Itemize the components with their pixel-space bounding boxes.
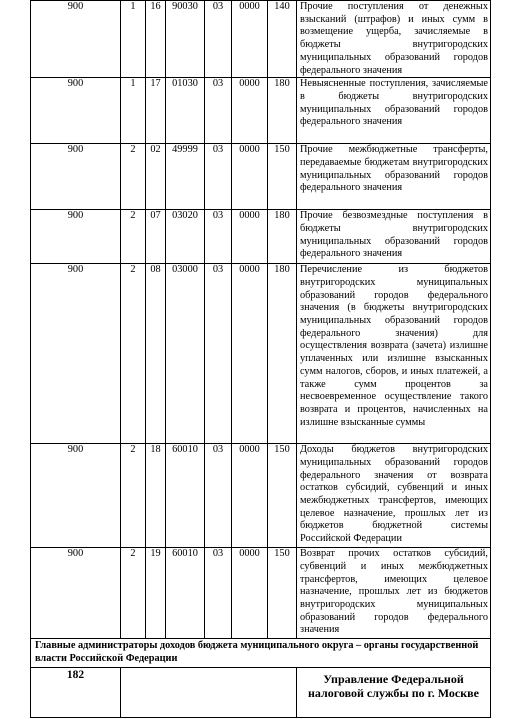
code-subgroup-cell: 16 [146,1,166,78]
code-subgroup-cell: 08 [146,264,166,444]
code-element-cell: 03 [205,144,232,210]
revenue-codes-table [30,0,491,718]
code-program-cell: 0000 [232,78,268,144]
code-article-cell: 60010 [166,444,205,548]
revenue-description-cell: Невыясненные поступления, зачисляемые в бюджеты внутригородских муниципальных образований городов федерального значения [297,78,491,144]
code-economic-cell: 140 [268,1,297,78]
revenue-description-cell: Доходы бюджетов внутригородских муниципальных образований городов федерального значения от возврата остатков субсидий, субвенций и иных межбюджетных трансфертов, имеющих целевое назначение, прошлых лет из бюджетов бюджетной системы Российской Федерации [297,444,491,548]
section-heading-row [31,639,491,667]
table-row [31,144,491,210]
code-subgroup-cell: 18 [146,444,166,548]
code-group-cell: 1 [121,78,146,144]
code-subgroup-cell: 07 [146,210,166,264]
code-program-cell: 0000 [232,548,268,639]
code-article-cell: 90030 [166,1,205,78]
code-program-cell: 0000 [232,210,268,264]
table-row [31,78,491,144]
revenue-description-cell: Прочие межбюджетные трансферты, передаваемые бюджетам внутригородских муниципальных образований городов федерального значения [297,144,491,210]
code-subgroup-cell: 17 [146,78,166,144]
table-row [31,264,491,444]
admin-code-cell: 900 [31,548,121,639]
code-group-cell: 1 [121,1,146,78]
administrator-name-cell: Управление Федеральной налоговой службы по г. Москве [297,667,491,717]
code-article-cell: 01030 [166,78,205,144]
code-program-cell: 0000 [232,444,268,548]
revenue-description-cell: Возврат прочих остатков субсидий, субвенций и иных межбюджетных трансфертов, имеющих целевое назначение, прошлых лет из бюджетов внутригородских муниципальных образований городов федерального значения [297,548,491,639]
code-economic-cell: 180 [268,264,297,444]
code-element-cell: 03 [205,444,232,548]
section-heading: Главные администраторы доходов бюджета муниципального округа – органы государственной власти Российской Федерации [31,639,491,667]
admin-code-cell: 900 [31,78,121,144]
code-group-cell: 2 [121,210,146,264]
code-group-cell: 2 [121,264,146,444]
code-subgroup-cell: 02 [146,144,166,210]
code-subgroup-cell: 19 [146,548,166,639]
table-body [31,1,491,718]
code-element-cell: 03 [205,78,232,144]
administrator-blank-cell [121,667,297,717]
code-group-cell: 2 [121,548,146,639]
admin-code-cell: 900 [31,264,121,444]
code-element-cell: 03 [205,548,232,639]
admin-code-cell: 900 [31,444,121,548]
revenue-description-cell: Прочие поступления от денежных взысканий (штрафов) и иных сумм в возмещение ущерба, зачисляемые в бюджеты внутригородских муниципальных образований городов федерального значения [297,1,491,78]
code-program-cell: 0000 [232,264,268,444]
code-economic-cell: 150 [268,144,297,210]
admin-code-cell: 900 [31,144,121,210]
code-economic-cell: 150 [268,548,297,639]
code-article-cell: 03000 [166,264,205,444]
table-row [31,548,491,639]
code-element-cell: 03 [205,264,232,444]
code-program-cell: 0000 [232,1,268,78]
table-row [31,1,491,78]
code-group-cell: 2 [121,444,146,548]
admin-code-cell: 900 [31,210,121,264]
table-row [31,444,491,548]
code-element-cell: 03 [205,210,232,264]
code-article-cell: 49999 [166,144,205,210]
code-article-cell: 03020 [166,210,205,264]
code-economic-cell: 180 [268,210,297,264]
admin-code-cell: 900 [31,1,121,78]
code-program-cell: 0000 [232,144,268,210]
code-article-cell: 60010 [166,548,205,639]
administrator-row [31,667,491,717]
table-row [31,210,491,264]
administrator-code-cell: 182 [31,667,121,717]
code-element-cell: 03 [205,1,232,78]
code-economic-cell: 150 [268,444,297,548]
code-group-cell: 2 [121,144,146,210]
revenue-codes-table-wrapper [30,0,490,718]
revenue-description-cell: Прочие безвозмездные поступления в бюджеты внутригородских муниципальных образований городов федерального значения [297,210,491,264]
revenue-description-cell: Перечисление из бюджетов внутригородских муниципальных образований городов федерального значения (в бюджеты внутригородских муниципальных образований городов федерального значения) для осуществления возврата (зачета) излишне уплаченных или излишне взысканных сумм налогов, сборов, и иных платежей, а также сумм процентов за несвоевременное осуществление такого возврата и процентов, начисленных на излишне взысканные суммы [297,264,491,444]
code-economic-cell: 180 [268,78,297,144]
